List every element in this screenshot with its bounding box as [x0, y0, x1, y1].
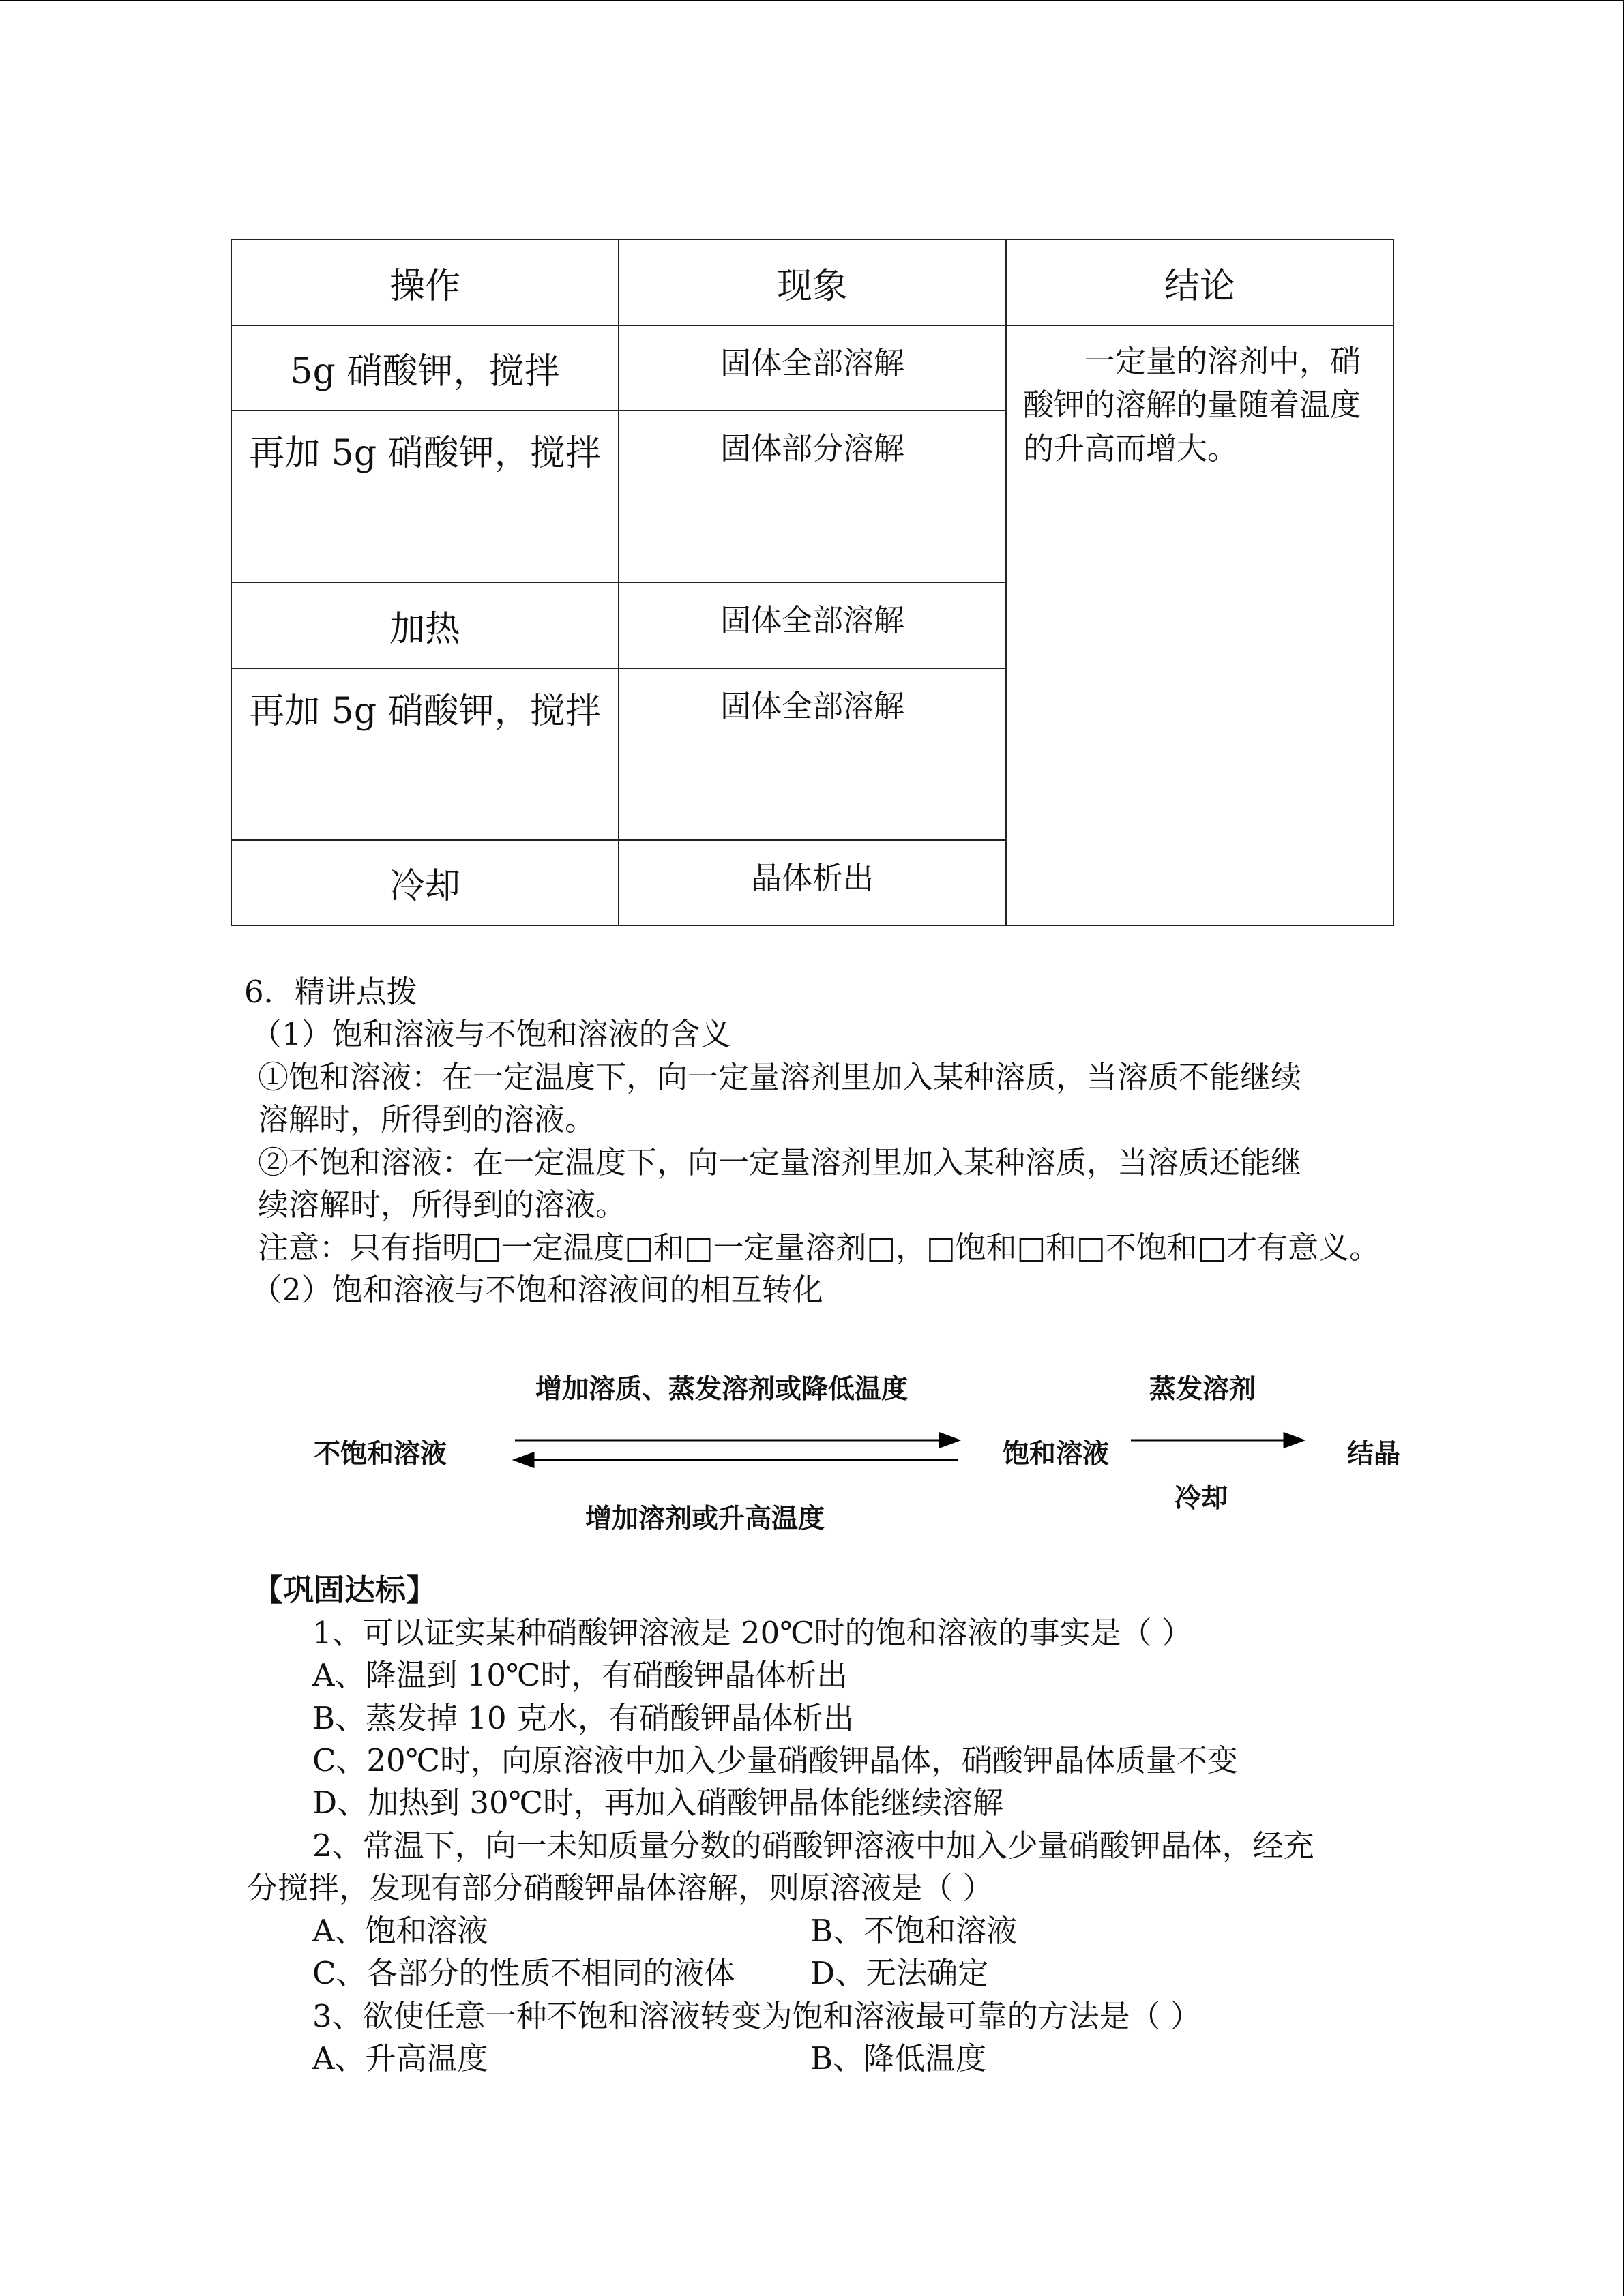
definition-unsaturated-line2: 续溶解时，所得到的溶液。 [258, 1187, 627, 1223]
forward-arrowhead [940, 1433, 958, 1447]
q1-option-c: C、20℃时，向原溶液中加入少量硝酸钾晶体，硝酸钾晶体质量不变 [312, 1742, 1239, 1778]
question-1: 1、可以证实某种硝酸钾溶液是 20℃时的饱和溶液的事实是（ ） [312, 1615, 1192, 1651]
question-2-line2: 分搅拌，发现有部分硝酸钾晶体溶解，则原溶液是（ ） [247, 1870, 994, 1906]
diagram-evaporate-label: 蒸发溶剂 [1149, 1374, 1256, 1405]
q2-option-c: C、各部分的性质不相同的液体 [312, 1955, 735, 1991]
definition-saturated-line2: 溶解时，所得到的溶液。 [258, 1101, 596, 1137]
q3-option-a: A、升高温度 [312, 2040, 488, 2076]
q3-option-b: B、降低温度 [810, 2040, 987, 2076]
diagram-cool-label: 冷却 [1175, 1483, 1228, 1514]
q1-option-d: D、加热到 30℃时，再加入硝酸钾晶体能继续溶解 [312, 1785, 1003, 1821]
q2-option-d: D、无法确定 [810, 1955, 989, 1991]
conclusion-cell: 一定量的溶剂中，硝酸钾的溶解的量随着温度的升高而增大。 [1006, 325, 1393, 925]
observation-cell: 固体全部溶解 [619, 668, 1006, 840]
backward-arrowhead [515, 1453, 533, 1467]
operation-cell: 再加 5g 硝酸钾，搅拌 [231, 668, 619, 840]
operation-cell: 加热 [231, 582, 619, 668]
q2-option-a: A、饱和溶液 [312, 1913, 488, 1949]
diagram-crystal-node: 结晶 [1347, 1439, 1401, 1470]
q2-option-b: B、不饱和溶液 [810, 1913, 1018, 1949]
diagram-backward-label: 增加溶剂或升高温度 [585, 1504, 825, 1534]
section-title: 6．精讲点拨 [244, 974, 417, 1010]
diagram-saturated-node: 饱和溶液 [1003, 1439, 1110, 1470]
observation-cell: 固体全部溶解 [619, 582, 1006, 668]
subsection-definition: （1）饱和溶液与不饱和溶液的含义 [251, 1016, 731, 1052]
exercise-title: 【巩固达标】 [252, 1572, 437, 1608]
observation-cell: 固体部分溶解 [619, 411, 1006, 582]
header-conclusion: 结论 [1006, 239, 1393, 325]
operation-cell: 5g 硝酸钾，搅拌 [231, 325, 619, 411]
operation-cell: 再加 5g 硝酸钾，搅拌 [231, 411, 619, 582]
definition-unsaturated-line1: ②不饱和溶液：在一定温度下，向一定量溶剂里加入某种溶质，当溶质还能继 [258, 1144, 1302, 1180]
header-operation: 操作 [231, 239, 619, 325]
crystal-arrowhead [1284, 1433, 1303, 1447]
question-3: 3、欲使任意一种不饱和溶液转变为饱和溶液最可靠的方法是（ ） [312, 1998, 1201, 2034]
q1-option-b: B、蒸发掉 10 克水，有硝酸钾晶体析出 [312, 1700, 854, 1736]
observation-cell: 晶体析出 [619, 840, 1006, 925]
diagram-unsaturated-node: 不饱和溶液 [314, 1439, 447, 1470]
definition-saturated-line1: ①饱和溶液：在一定温度下，向一定量溶剂里加入某种溶质，当溶质不能继续 [258, 1059, 1302, 1095]
note-text: 注意：只有指明□一定温度□和□一定量溶剂□，□饱和□和□不饱和□才有意义。 [258, 1229, 1381, 1266]
question-2-line1: 2、常温下，向一未知质量分数的硝酸钾溶液中加入少量硝酸钾晶体，经充 [312, 1828, 1314, 1864]
subsection-conversion: （2）饱和溶液与不饱和溶液间的相互转化 [251, 1272, 823, 1308]
diagram-forward-label: 增加溶质、蒸发溶剂或降低温度 [535, 1374, 909, 1405]
header-observation: 现象 [619, 239, 1006, 325]
operation-cell: 冷却 [231, 840, 619, 925]
observation-cell: 固体全部溶解 [619, 325, 1006, 411]
q1-option-a: A、降温到 10℃时，有硝酸钾晶体析出 [312, 1657, 848, 1693]
